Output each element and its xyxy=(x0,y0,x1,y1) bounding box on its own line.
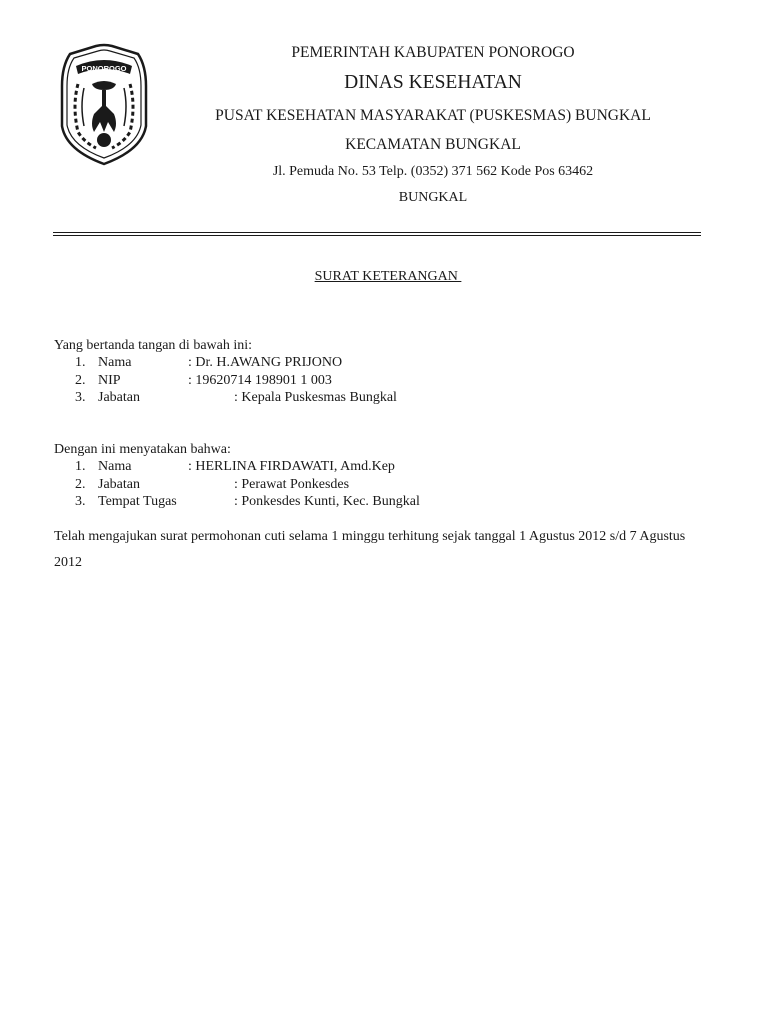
list-number: 2. xyxy=(75,373,86,388)
list-number: 3. xyxy=(75,494,86,509)
field-label: Jabatan xyxy=(98,477,140,492)
field-label: Nama xyxy=(98,355,132,370)
field-label: Nama xyxy=(98,459,132,474)
letterhead-district: KECAMATAN BUNGKAL xyxy=(345,136,521,153)
letterhead-department: DINAS KESEHATAN xyxy=(344,72,522,93)
subject-row-position xyxy=(0,477,768,495)
letterhead-address: Jl. Pemuda No. 53 Telp. (0352) 371 562 Kode Pos 63462 xyxy=(272,164,594,179)
field-label: Jabatan xyxy=(98,390,140,405)
signer-row-nip xyxy=(0,373,768,391)
signer-row-position xyxy=(0,390,768,408)
field-value: : Dr. H.AWANG PRIJONO xyxy=(188,355,343,370)
subject-row-workplace xyxy=(0,494,768,512)
subject-intro: Dengan ini menyatakan bahwa: xyxy=(54,442,231,457)
field-value: : Kepala Puskesmas Bungkal xyxy=(234,390,397,405)
letterhead-divider xyxy=(53,232,701,233)
field-value: : Perawat Ponkesdes xyxy=(234,477,350,492)
svg-text:PONOROGO: PONOROGO xyxy=(81,64,127,73)
field-value: : Ponkesdes Kunti, Kec. Bungkal xyxy=(234,494,420,509)
subject-row-name xyxy=(0,459,768,477)
field-value: : HERLINA FIRDAWATI, Amd.Kep xyxy=(188,459,395,474)
letterhead-city: BUNGKAL xyxy=(398,190,468,205)
document-title: SURAT KETERANGAN xyxy=(314,269,462,284)
list-number: 3. xyxy=(75,390,86,405)
letterhead-government: PEMERINTAH KABUPATEN PONOROGO xyxy=(291,44,575,61)
list-number: 2. xyxy=(75,477,86,492)
signer-row-name xyxy=(0,355,768,373)
field-label: NIP xyxy=(98,373,121,388)
signer-intro: Yang bertanda tangan di bawah ini: xyxy=(54,338,253,353)
field-label: Tempat Tugas xyxy=(98,494,177,509)
leave-statement: Telah mengajukan surat permohonan cuti selama 1 minggu terhitung sejak tanggal 1 Agustus 2012 s/d 7 Agustus 2012 xyxy=(54,529,686,570)
ponorogo-regency-emblem xyxy=(56,40,152,168)
letterhead-health-center: PUSAT KESEHATAN MASYARAKAT (PUSKESMAS) BUNGKAL xyxy=(215,107,651,124)
letterhead-divider-thin xyxy=(53,235,701,236)
list-number: 1. xyxy=(75,459,86,474)
list-number: 1. xyxy=(75,355,86,370)
field-value: : 19620714 198901 1 003 xyxy=(188,373,332,388)
